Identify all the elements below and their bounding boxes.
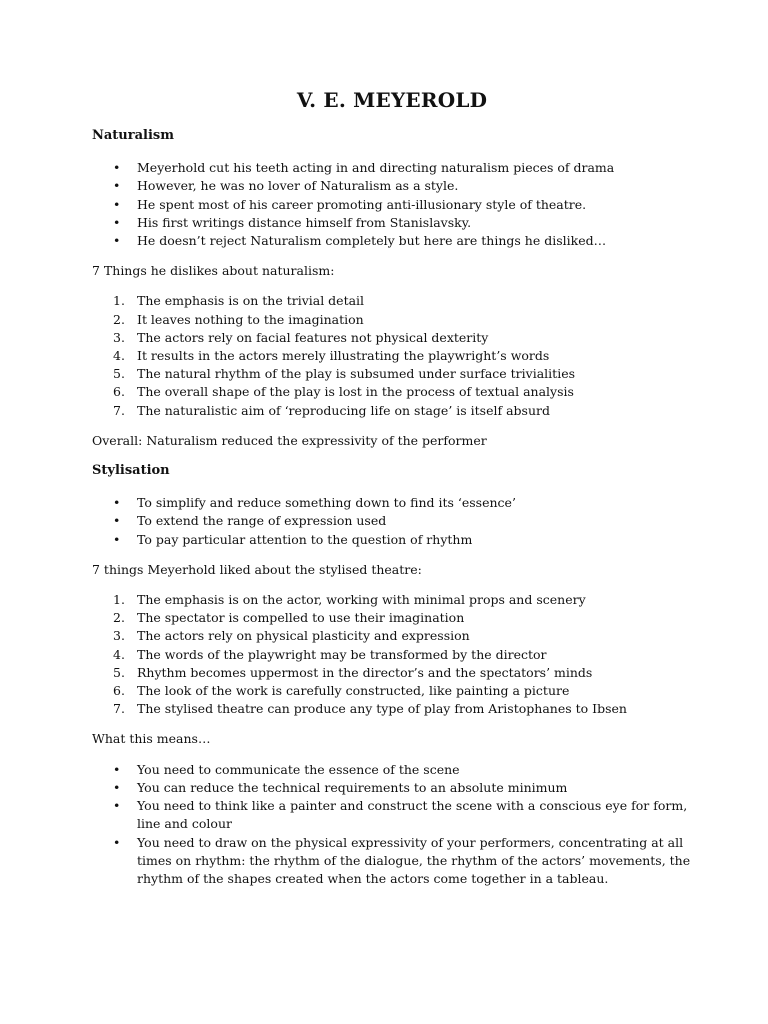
list-item-text: The naturalistic aim of ‘reproducing life on stage’ is itself absurd (137, 402, 550, 418)
list-item: • His first writings distance himself from Stanislavsky. (92, 214, 692, 232)
list-item: • Meyerhold cut his teeth acting in and directing naturalism pieces of drama (92, 159, 692, 177)
list-item: 6. The overall shape of the play is lost in the process of textual analysis (113, 384, 574, 400)
list-item-text: It leaves nothing to the imagination (137, 311, 364, 327)
list-item: 3. The actors rely on facial features not physical dexterity (113, 329, 489, 345)
meaning-intro: What this means… (92, 731, 211, 747)
list-item: • You need to communicate the essence of the scene (92, 761, 692, 779)
dislikes-numbered-list (92, 292, 692, 419)
list-item: 1. The emphasis is on the trivial detail (113, 293, 365, 309)
list-item: 7. The naturalistic aim of ‘reproducing life on stage’ is itself absurd (113, 402, 550, 418)
meaning-bullet-list (92, 761, 692, 888)
list-item-text: The spectator is compelled to use their imagination (137, 610, 465, 626)
list-item: 2. The spectator is compelled to use their imagination (113, 610, 465, 626)
naturalism-overall: Overall: Naturalism reduced the expressivity of the performer (92, 432, 487, 448)
list-item-text: The stylised theatre can produce any type of play from Aristophanes to Ibsen (137, 701, 627, 717)
list-item-text: It results in the actors merely illustrating the playwright’s words (137, 348, 550, 364)
list-item: 1. The emphasis is on the actor, working with minimal props and scenery (113, 592, 586, 608)
document-title: V. E. MEYEROLD (296, 88, 488, 112)
list-item: • You can reduce the technical requirements to an absolute minimum (92, 779, 692, 797)
document-page (92, 86, 692, 900)
list-item-text: The actors rely on facial features not physical dexterity (137, 329, 489, 345)
stylisation-bullet-list (92, 494, 692, 549)
list-item: 6. The look of the work is carefully constructed, like painting a picture (113, 683, 570, 699)
list-item: 7. The stylised theatre can produce any type of play from Aristophanes to Ibsen (113, 701, 627, 717)
list-item: • He doesn’t reject Naturalism completely but here are things he disliked… (92, 232, 692, 250)
list-item-text: The emphasis is on the trivial detail (137, 293, 365, 309)
list-item: • To extend the range of expression used (92, 512, 692, 530)
list-item: 3. The actors rely on physical plasticity and expression (113, 628, 470, 644)
list-item: 5. Rhythm becomes uppermost in the director’s and the spectators’ minds (113, 664, 593, 680)
list-item-text: The overall shape of the play is lost in the process of textual analysis (137, 384, 574, 400)
stylisation-heading: Stylisation (92, 463, 170, 479)
list-item-text: The emphasis is on the actor, working with minimal props and scenery (137, 592, 586, 608)
list-item: 5. The natural rhythm of the play is subsumed under surface trivialities (113, 366, 576, 382)
likes-numbered-list (92, 591, 692, 718)
list-item: 4. The words of the playwright may be transformed by the director (113, 646, 547, 662)
list-item-text: The words of the playwright may be transformed by the director (137, 646, 547, 662)
list-item: • You need to draw on the physical expressivity of your performers, concentrating at all times on rhythm: the rhythm of the dialogue, the rhythm of the actors’ movements, the rhythm of the shapes created when the actors come together in a tableau. (92, 834, 692, 889)
naturalism-bullet-list (92, 159, 692, 250)
list-item-text: The look of the work is carefully constructed, like painting a picture (137, 683, 570, 699)
list-item: • However, he was no lover of Naturalism as a style. (92, 177, 692, 195)
list-item: • To simplify and reduce something down to find its ‘essence’ (92, 494, 692, 512)
dislikes-intro: 7 Things he dislikes about naturalism: (92, 263, 335, 279)
list-item-text: The actors rely on physical plasticity and expression (137, 628, 470, 644)
list-item: • To pay particular attention to the question of rhythm (92, 531, 692, 549)
list-item: • You need to think like a painter and construct the scene with a conscious eye for form, line and colour (92, 797, 692, 833)
list-item-text: Rhythm becomes uppermost in the director’s and the spectators’ minds (137, 664, 593, 680)
likes-intro: 7 things Meyerhold liked about the stylised theatre: (92, 561, 422, 577)
list-item: 2. It leaves nothing to the imagination (113, 311, 364, 327)
naturalism-heading: Naturalism (92, 128, 174, 143)
list-item-text: The natural rhythm of the play is subsumed under surface trivialities (137, 366, 576, 382)
list-item: • He spent most of his career promoting anti-illusionary style of theatre. (92, 196, 692, 214)
list-item: 4. It results in the actors merely illustrating the playwright’s words (113, 348, 550, 364)
